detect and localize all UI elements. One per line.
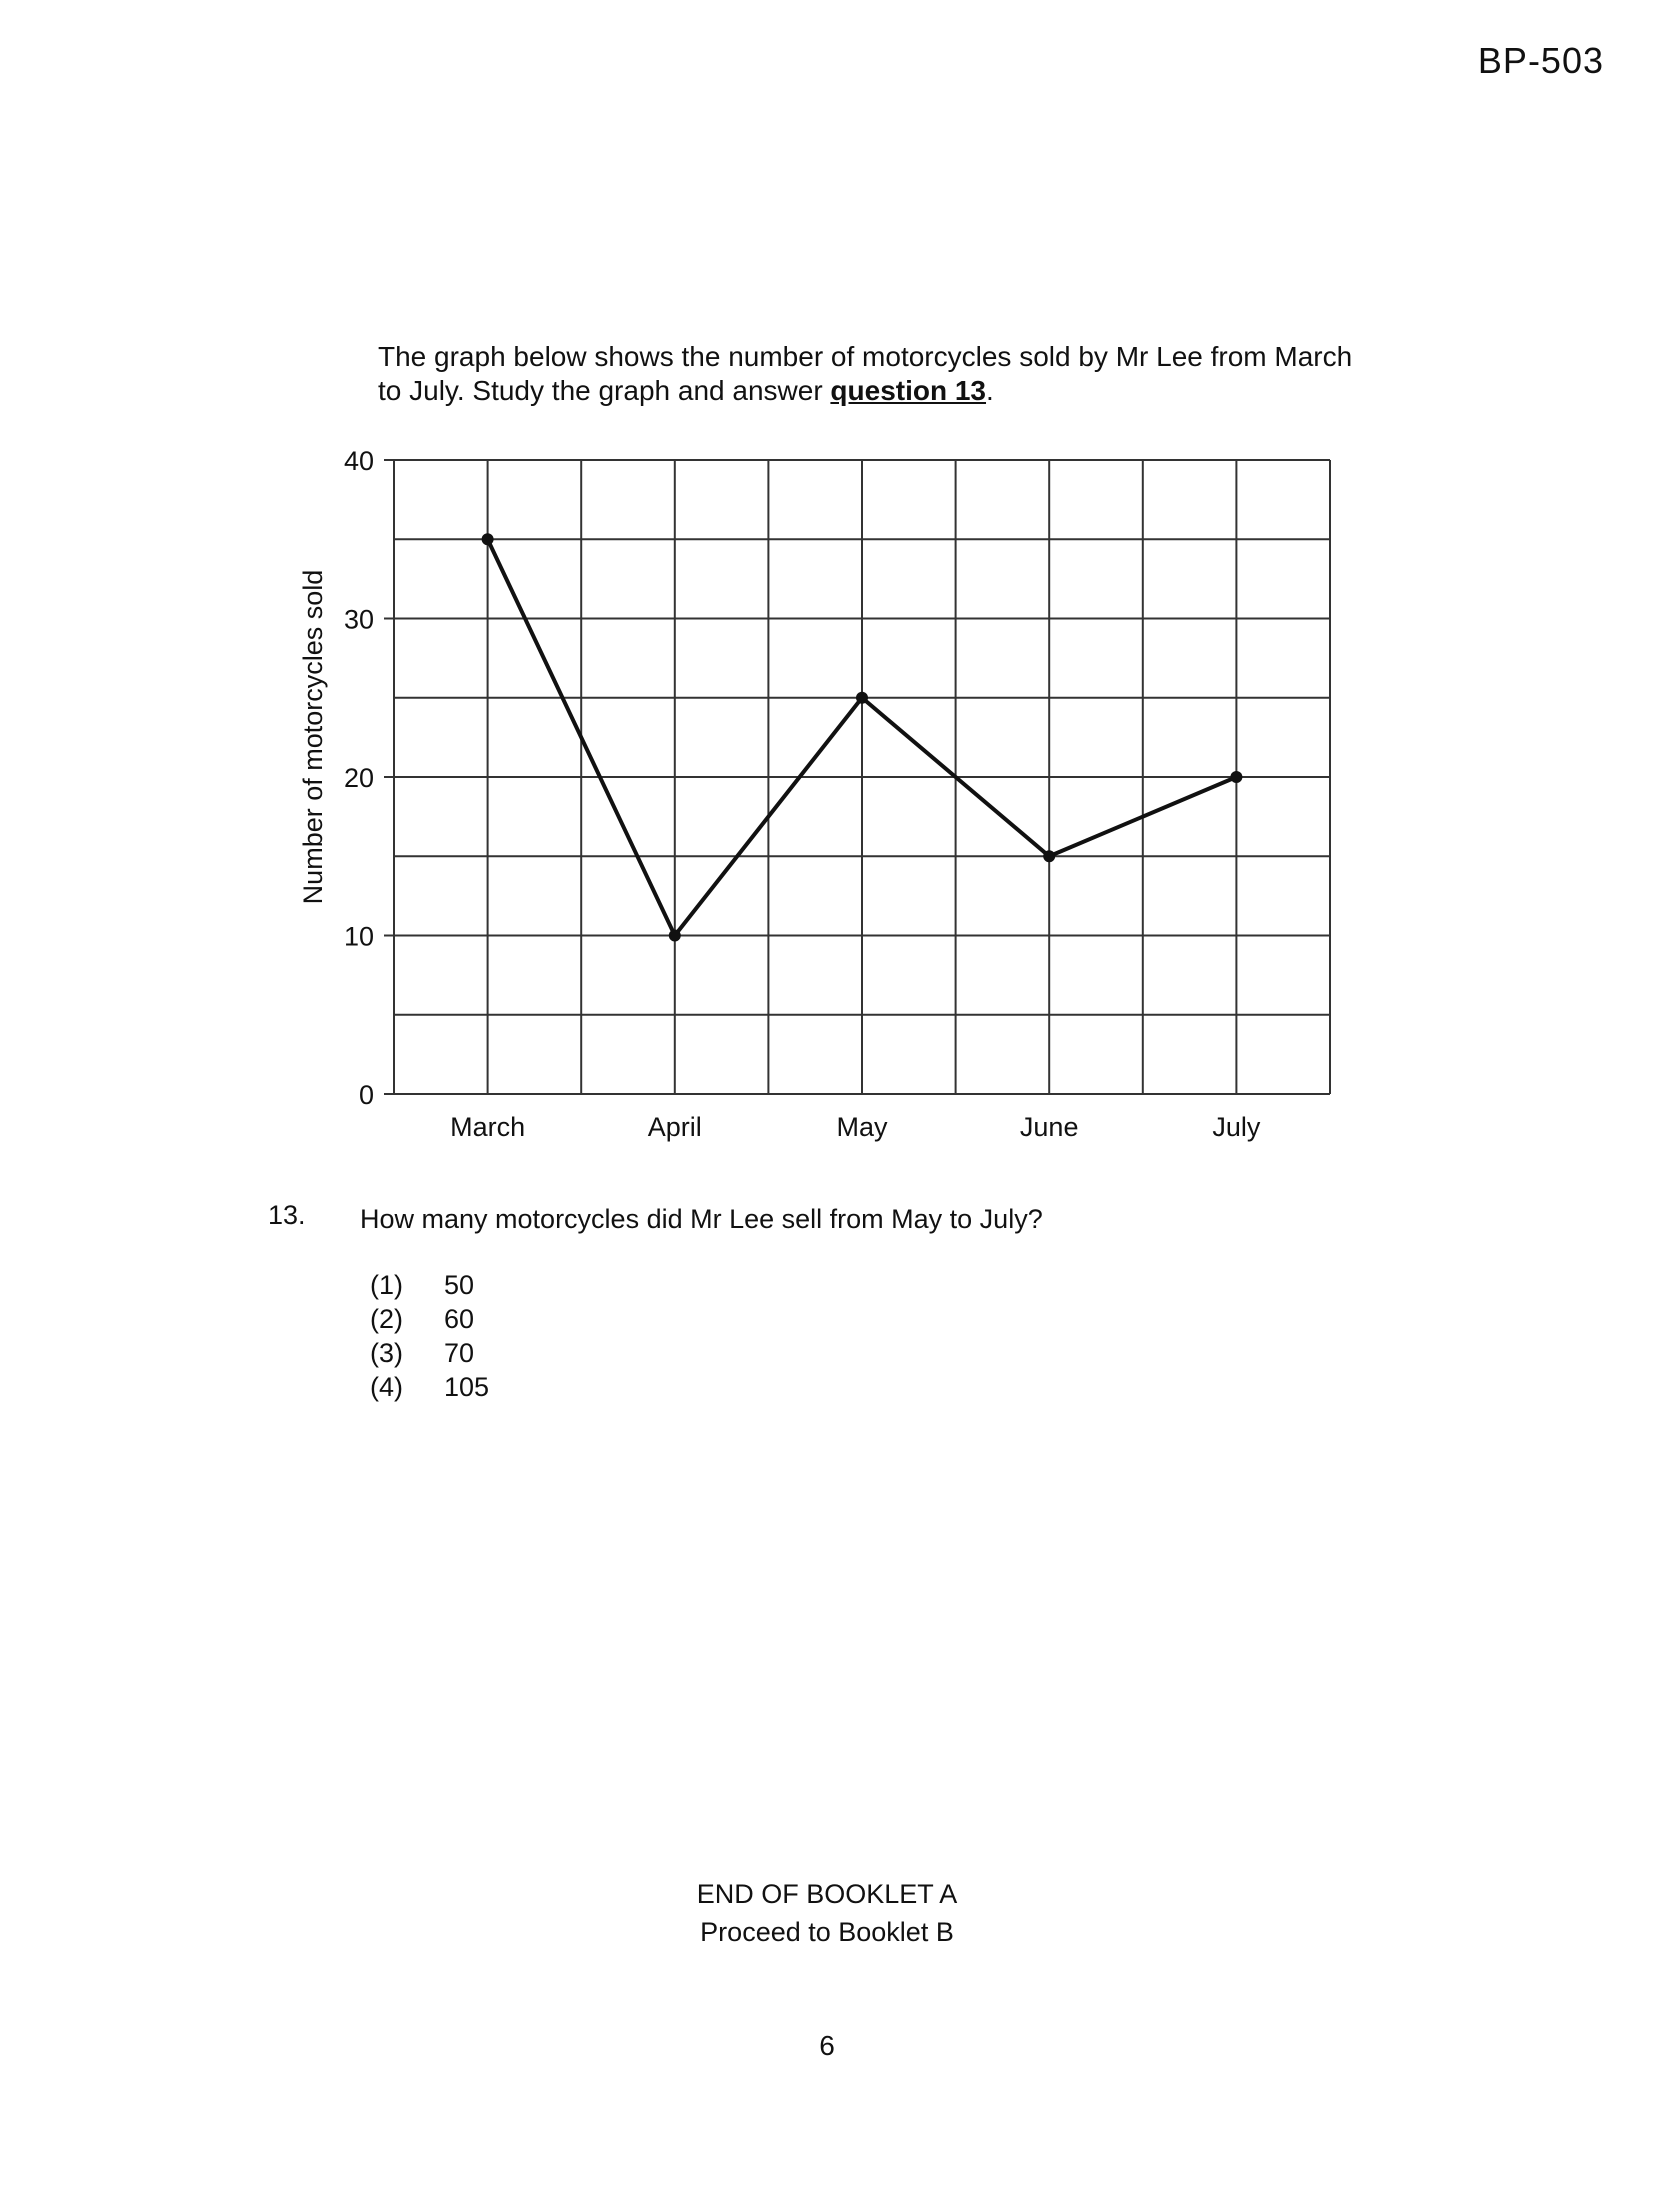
page-code: BP-503 xyxy=(1477,40,1604,81)
end-booklet-text: END OF BOOKLET A xyxy=(696,1879,958,1909)
answer-options xyxy=(370,1268,489,1404)
y-tick-label: 10 xyxy=(343,921,374,952)
option-value: 105 xyxy=(444,1372,490,1402)
x-tick-label: March xyxy=(450,1112,526,1142)
x-tick-label: June xyxy=(1019,1112,1079,1142)
option-3[interactable] xyxy=(370,1336,489,1370)
x-tick-label: April xyxy=(647,1112,702,1142)
data-point xyxy=(1230,771,1242,783)
x-tick-label: May xyxy=(836,1112,888,1142)
option-label: (3) xyxy=(370,1338,403,1368)
data-point xyxy=(856,692,868,704)
question-text: How many motorcycles did Mr Lee sell from May to July? xyxy=(360,1204,1043,1234)
option-2[interactable] xyxy=(370,1302,489,1336)
question-reference: question 13 xyxy=(830,375,987,406)
y-axis-label: Number of motorcycles sold xyxy=(298,569,328,905)
data-point xyxy=(482,533,494,545)
option-value: 60 xyxy=(444,1304,475,1334)
data-point xyxy=(1043,850,1055,862)
intro-text-end: . xyxy=(986,375,994,406)
option-label: (4) xyxy=(370,1372,403,1402)
option-value: 50 xyxy=(444,1270,475,1300)
y-tick-label: 40 xyxy=(343,446,374,476)
option-4[interactable] xyxy=(370,1370,489,1404)
option-1[interactable] xyxy=(370,1268,489,1302)
end-of-booklet xyxy=(0,1875,1654,1951)
page-number: 6 xyxy=(819,2030,835,2061)
x-tick-label: July xyxy=(1212,1112,1261,1142)
proceed-text: Proceed to Booklet B xyxy=(700,1917,954,1947)
option-label: (2) xyxy=(370,1304,403,1334)
option-label: (1) xyxy=(370,1270,403,1300)
y-tick-label: 30 xyxy=(343,604,374,635)
y-tick-label: 0 xyxy=(358,1080,374,1110)
y-tick-label: 20 xyxy=(343,763,374,793)
option-value: 70 xyxy=(444,1338,475,1368)
question-number: 13. xyxy=(268,1200,306,1230)
data-point xyxy=(669,930,681,942)
intro-text-body: The graph below shows the number of motorcycles sold by Mr Lee from March to July. Study the graph and answer xyxy=(378,341,1353,406)
